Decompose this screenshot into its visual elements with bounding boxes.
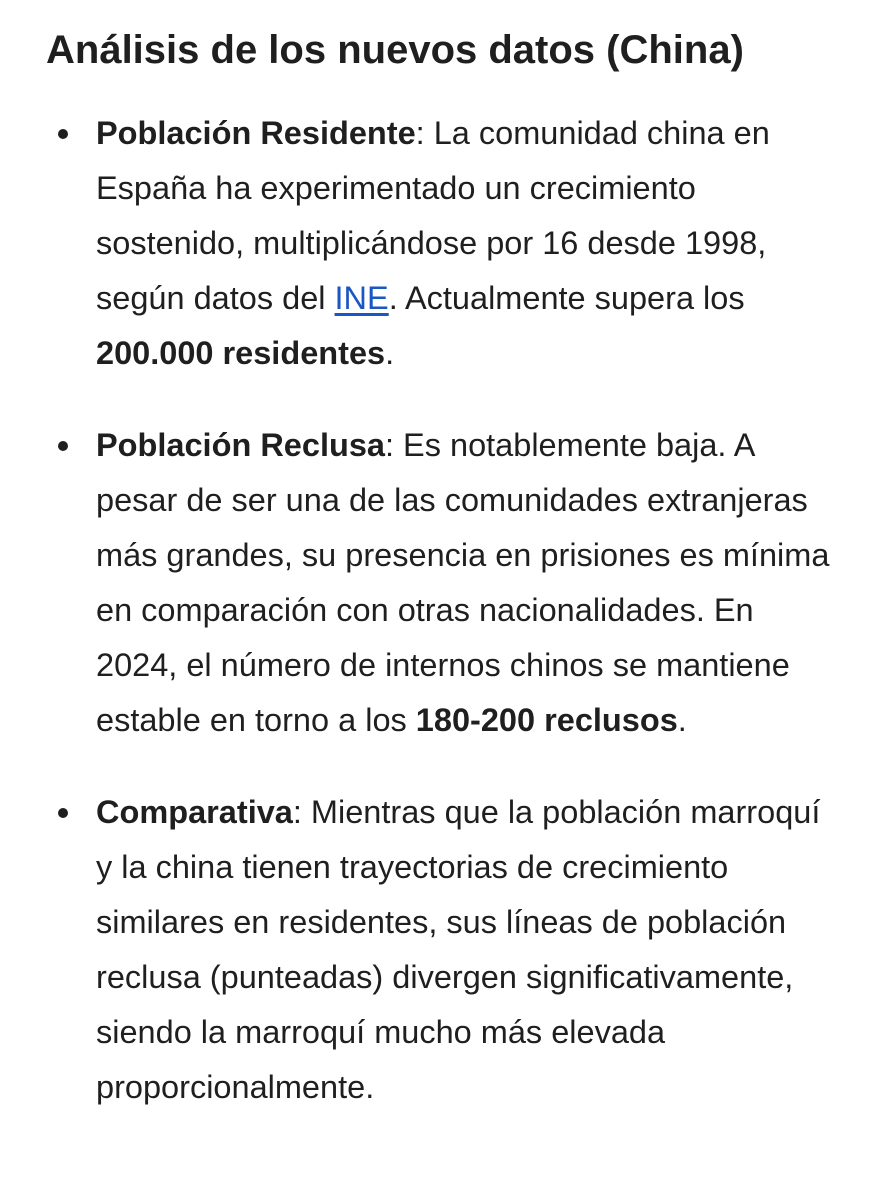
item-text: La comunidad china en España ha experimentado un crecimiento sostenido, multiplicándose por 16 desde 1998, según datos del	[96, 115, 770, 316]
item-end: .	[385, 335, 395, 371]
bullet-icon	[58, 441, 68, 451]
list-item-poblacion-residente	[46, 106, 830, 381]
item-term: Población Residente	[96, 115, 416, 151]
section-heading: Análisis de los nuevos datos (China)	[46, 28, 744, 72]
analysis-list	[46, 106, 830, 1115]
bullet-icon	[58, 808, 68, 818]
item-end: .	[677, 702, 687, 738]
item-term: Población Reclusa	[96, 427, 385, 463]
item-highlight: 200.000 residentes	[96, 335, 386, 371]
item-text-continued: . Actualmente supera los	[388, 280, 745, 316]
item-highlight: 180-200 reclusos	[415, 702, 678, 738]
item-text: Mientras que la población marroquí y la china tienen trayectorias de crecimiento similares en residentes, sus líneas de población reclusa (punteadas) divergen significativamente, siendo la marroquí mucho más elevada proporcionalmente.	[96, 794, 821, 1105]
item-term: Comparativa	[96, 794, 293, 830]
ine-link[interactable]: INE	[334, 280, 389, 316]
item-colon: :	[415, 115, 425, 151]
item-colon: :	[292, 794, 302, 830]
list-item-poblacion-reclusa	[46, 418, 830, 748]
bullet-icon	[58, 129, 68, 139]
item-text: Es notablemente baja. A pesar de ser una de las comunidades extranjeras más grandes, su presencia en prisiones es mínima en comparación con otras nacionalidades. En 2024, el número de internos chinos se mantiene estable en torno a los	[96, 427, 830, 738]
list-item-comparativa	[46, 785, 830, 1115]
item-colon: :	[384, 427, 395, 463]
